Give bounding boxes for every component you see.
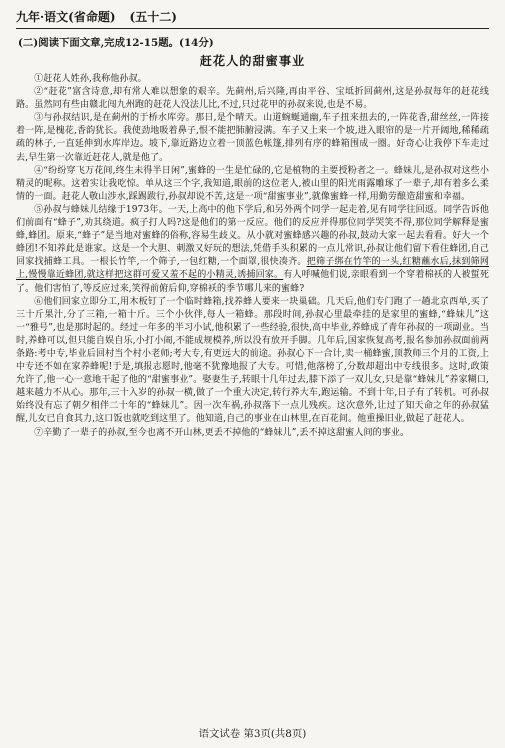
grade-subject-label: 九年·语文(省命题) xyxy=(16,10,116,24)
question-instruction: (二)阅读下面文章,完成12-15题。(14分) xyxy=(18,37,214,49)
paragraph-6: ⑥他们回家立即分工,用木板钉了一个临时蜂箱,找养蜂人要来一块巢础。几天后,他们专门跑了一趟北京西单,买了三十斤果汁,分了三箱,一箱十斤。三个小伙伴,每人一箱蜂。那段时间,孙叔心里最牵挂的是家里的蜜蜂,“蜂妹儿”这一“雅号”,也是那时起的。经过一年多的半习小试,他积累了一些经验,很快,高中毕业,养蜂成了青年孙叔的一项副业。当时,养蜂可以,但只能自娱自乐,小打小闹,不能成规模养,所以没有放开手脚。几年后,国家恢复高考,报名参加孙叔面前两条路:考中专,毕业后回村当个村小老师;考大专,有更远大的前途。孙叔心下一合计,卖一桶蜂蜜,顶教师三个月的工资,上中专还不如在家养蜂呢!于是,填报志愿时,他毫不犹豫地报了大专。可惜,他落榜了,分数却超出中专线很多。这时,政策允许了,他一心一意地干起了他的“甜蜜事业”。娶妻生子,转眼十几年过去,膝下添了一双儿女,只是靠“蜂妹儿”养家糊口,越来越力不从心。那年,三十入岁的孙叔一横,做了一个重大决定,转行养大车,跑运输。不到十年,日子有了转机。可孙叔始终没有忘了朝夕相伴二十年的“蜂妹儿”。因一次车祸,孙叔落下一点儿残疾。这次意外,让过了知天命之年的孙叔猛醒,儿女已自食其力,这口饭也就吃到这里了。他知道,自己的事业在山林里,在百花间。他重操旧业,做起了赶花人。 xyxy=(16,296,489,425)
paragraph-3: ③与孙叔结识,是在蓟州的于桥水库旁。那日,是个晴天。山道蜿蜒通幽,车子扭来扭去的,一阵花香,甜丝丝,一阵接着一阵,是槐花,香韵犹长。我使劲地吸着鼻子,恨不能把肺腑浸满。车子又上来一个坡,进入眼帘的是一片开阔地,稀稀疏疏的林子,一直延伸到水库岸边。坡下,靠近路边立着一顶蓝色帐篷,排列有序的蜂箱围成一圈。好奇心让我停下车走过去,早生第一次靠近赶花人,就是他了。 xyxy=(16,113,489,163)
underlined-sentence: 把筛子绑在竹竿的一头,红糖蘸水后,抹到筛网上,慢慢靠近蜂团,就这样把这群可爱又羞不起的小精灵,诱捕回家。 xyxy=(16,257,489,281)
paragraph-2: ②“赶花”富含诗意,却有常人难以想象的艰辛。先蓟州,后兴隆,再由平谷、宝坻折回蓟州,这是孙叔每年的赶花线路。虽然同有些由赣北闯九州跑的赶花人没法儿比,不过,只过花甲的孙叔来说,也是不易。 xyxy=(16,87,489,111)
page-header xyxy=(16,8,489,25)
article-title: 赶花人的甜蜜事业 xyxy=(199,54,306,68)
page-footer: 语文试卷 第3页(共8页) xyxy=(198,728,307,740)
paragraph-7: ⑦辛勤了一辈子的孙叔,至今也离不开山林,更丢不掉他的“蜂妹儿”,丢不掉这甜蜜人间的事业。 xyxy=(34,427,410,438)
paragraph-1: ①赶花人姓孙,我称他孙叔。 xyxy=(34,74,147,84)
paragraph-5 xyxy=(16,204,489,296)
set-number-label: (五十二) xyxy=(129,10,177,24)
paragraph-4: ④“纷纷穿飞万花间,终生未得半日闲”,蜜蜂的一生是忙碌的,它是植物的主要授粉者之一。蜂妹儿,是孙叔对这些小精灵的昵称。这着实让我吃惊。单从这三个字,我知道,眼前的这位老人,被山里的阳光雨露雕琢了一辈子,却有着多么柔情的一面。赶花人敬山涉水,踩踢跋行,孙叔却说不苦,这是一项“甜蜜事业”,就像蜜蜂一样,用勤劳酿造甜蜜和幸福。 xyxy=(16,165,489,202)
paragraph-5-text-b: 有人呼喊他们说,亲眼看到一个穿着棉袄的人被蜇死了。他们害怕了,等反应过来,笑得前俯后仰,穿棉袄的季节哪儿来的蜜蜂? xyxy=(16,270,489,294)
paragraph-5-text-a: ⑤孙叔与蜂妹儿结缘于1973年。一天,上高中的他下学后,和另外两个同学一起走着,见有同学往回返。同学告诉他们前面有“蜂子”,劝其绕道。疯子打人吗?这是他们的第一反应。他们的反应并得那位同学哭笑不得,那位同学解释是蜜蜂,蜂团。原来,“蜂子”是当地对蜜蜂的俗称,容易生歧义。从小就对蜜蜂感兴趣的孙叔,鼓动大家一起去看看。好大一个蜂团!不知养此是谁家。这是一个大胆、刺激又好玩的想法,凭借手头积累的一点儿常识,孙叔让他们留下看住蜂团,自己回家找捕蜂工具。一根长竹竿,一个筛子,一包红糖,一个面罩,很快凑齐。 xyxy=(16,204,489,268)
header-divider xyxy=(16,28,489,29)
